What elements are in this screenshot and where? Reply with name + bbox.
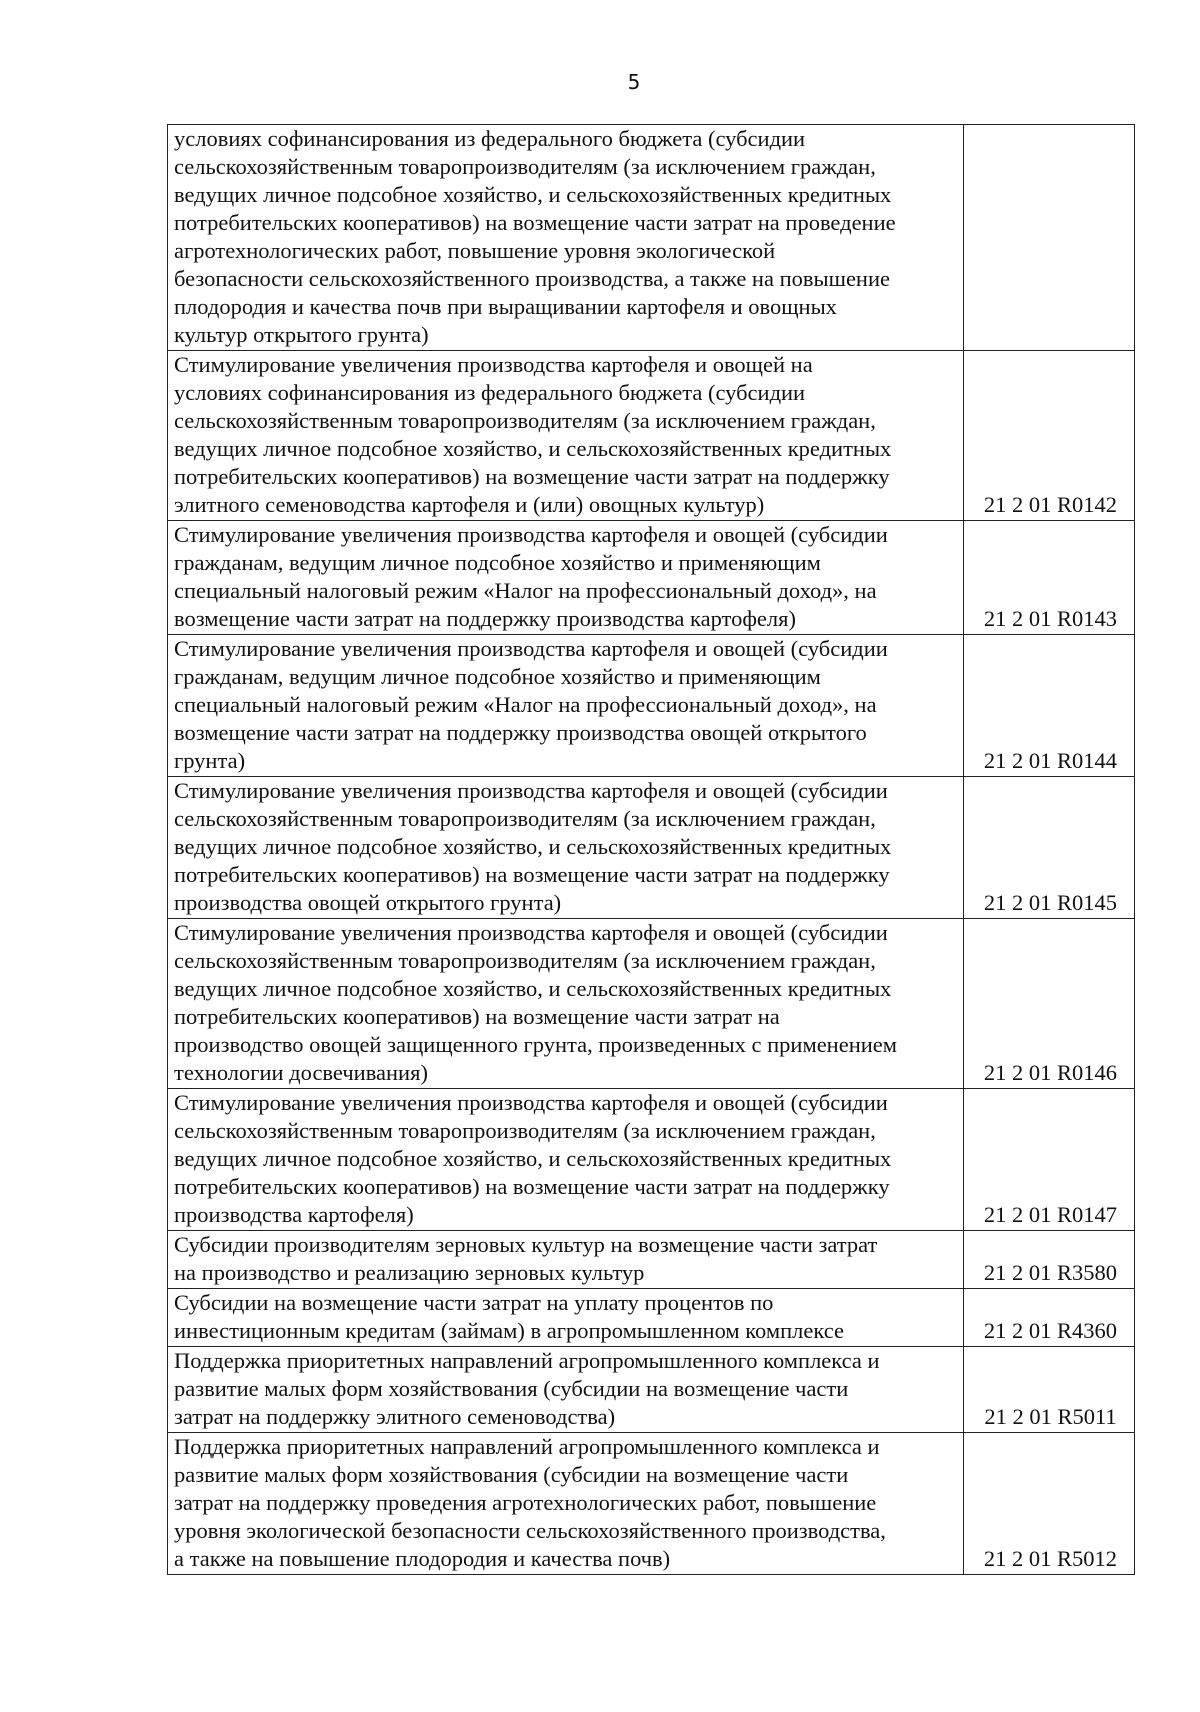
description-line: грунта) xyxy=(174,748,246,773)
description-line: сельскохозяйственным товаропроизводителям (за исключением граждан, xyxy=(174,806,876,831)
row-description xyxy=(168,1289,964,1347)
row-code xyxy=(964,125,1135,351)
description-line: культур открытого грунта) xyxy=(174,322,429,347)
description-line: потребительских кооперативов) на возмещение части затрат на поддержку xyxy=(174,464,890,489)
row-code: 21 2 01 R0142 xyxy=(964,351,1135,521)
table-row xyxy=(168,1347,1135,1433)
table-row xyxy=(168,1433,1135,1575)
description-line: потребительских кооперативов) на возмещение части затрат на поддержку xyxy=(174,862,890,887)
row-code: 21 2 01 R5011 xyxy=(964,1347,1135,1433)
row-description xyxy=(168,125,964,351)
description-line: развитие малых форм хозяйствования (субсидии на возмещение части xyxy=(174,1376,849,1401)
description-line: возмещение части затрат на поддержку производства овощей открытого xyxy=(174,720,867,745)
description-line: Стимулирование увеличения производства картофеля и овощей (субсидии xyxy=(174,522,888,547)
description-line: гражданам, ведущим личное подсобное хозяйство и применяющим xyxy=(174,664,821,689)
description-line: плодородия и качества почв при выращивании картофеля и овощных xyxy=(174,294,837,319)
description-line: потребительских кооперативов) на возмещение части затрат на xyxy=(174,1004,780,1029)
description-line: инвестиционным кредитам (займам) в агропромышленном комплексе xyxy=(174,1318,844,1343)
table-row xyxy=(168,1089,1135,1231)
description-line: Субсидии производителям зерновых культур на возмещение части затрат xyxy=(174,1232,878,1257)
description-line: возмещение части затрат на поддержку производства картофеля) xyxy=(174,606,796,631)
description-line: Стимулирование увеличения производства картофеля и овощей (субсидии xyxy=(174,778,888,803)
description-line: затрат на поддержку элитного семеноводства) xyxy=(174,1404,616,1429)
row-code: 21 2 01 R0144 xyxy=(964,635,1135,777)
row-description xyxy=(168,1433,964,1575)
row-code: 21 2 01 R0145 xyxy=(964,777,1135,919)
table-body xyxy=(168,125,1135,1575)
description-line: безопасности сельскохозяйственного производства, а также на повышение xyxy=(174,266,891,291)
row-code: 21 2 01 R4360 xyxy=(964,1289,1135,1347)
row-description xyxy=(168,1347,964,1433)
description-line: сельскохозяйственным товаропроизводителям (за исключением граждан, xyxy=(174,948,876,973)
description-line: производство овощей защищенного грунта, произведенных с применением xyxy=(174,1032,898,1057)
description-line: Стимулирование увеличения производства картофеля и овощей (субсидии xyxy=(174,1090,888,1115)
table-row xyxy=(168,777,1135,919)
description-line: технологии досвечивания) xyxy=(174,1060,428,1085)
description-line: условиях софинансирования из федерального бюджета (субсидии xyxy=(174,380,806,405)
budget-classification-table xyxy=(167,124,1135,1575)
description-line: Поддержка приоритетных направлений агропромышленного комплекса и xyxy=(174,1348,880,1373)
row-code: 21 2 01 R0147 xyxy=(964,1089,1135,1231)
table-row xyxy=(168,125,1135,351)
row-code: 21 2 01 R0146 xyxy=(964,919,1135,1089)
description-line: сельскохозяйственным товаропроизводителям (за исключением граждан, xyxy=(174,1118,876,1143)
page-number: 5 xyxy=(627,70,641,94)
row-description xyxy=(168,521,964,635)
description-line: производства овощей открытого грунта) xyxy=(174,890,562,915)
description-line: Субсидии на возмещение части затрат на уплату процентов по xyxy=(174,1290,774,1315)
row-code: 21 2 01 R3580 xyxy=(964,1231,1135,1289)
description-line: ведущих личное подсобное хозяйство, и сельскохозяйственных кредитных xyxy=(174,976,892,1001)
description-line: затрат на поддержку проведения агротехнологических работ, повышение xyxy=(174,1490,877,1515)
description-line: ведущих личное подсобное хозяйство, и сельскохозяйственных кредитных xyxy=(174,834,892,859)
description-line: условиях софинансирования из федерального бюджета (субсидии xyxy=(174,126,806,151)
table-row xyxy=(168,1289,1135,1347)
description-line: ведущих личное подсобное хозяйство, и сельскохозяйственных кредитных xyxy=(174,1146,892,1171)
description-line: гражданам, ведущим личное подсобное хозяйство и применяющим xyxy=(174,550,821,575)
row-description xyxy=(168,1231,964,1289)
description-line: ведущих личное подсобное хозяйство, и сельскохозяйственных кредитных xyxy=(174,182,892,207)
table-row xyxy=(168,351,1135,521)
row-description xyxy=(168,1089,964,1231)
row-description xyxy=(168,351,964,521)
description-line: Поддержка приоритетных направлений агропромышленного комплекса и xyxy=(174,1434,880,1459)
row-description xyxy=(168,635,964,777)
description-line: сельскохозяйственным товаропроизводителям (за исключением граждан, xyxy=(174,408,876,433)
description-line: а также на повышение плодородия и качества почв) xyxy=(174,1546,671,1571)
table-row xyxy=(168,635,1135,777)
description-line: развитие малых форм хозяйствования (субсидии на возмещение части xyxy=(174,1462,849,1487)
row-description xyxy=(168,919,964,1089)
description-line: специальный налоговый режим «Налог на профессиональный доход», на xyxy=(174,578,877,603)
description-line: уровня экологической безопасности сельскохозяйственного производства, xyxy=(174,1518,886,1543)
row-code: 21 2 01 R5012 xyxy=(964,1433,1135,1575)
description-line: потребительских кооперативов) на возмещение части затрат на поддержку xyxy=(174,1174,890,1199)
table-row xyxy=(168,1231,1135,1289)
description-line: специальный налоговый режим «Налог на профессиональный доход», на xyxy=(174,692,877,717)
table-row xyxy=(168,521,1135,635)
description-line: Стимулирование увеличения производства картофеля и овощей на xyxy=(174,352,813,377)
description-line: ведущих личное подсобное хозяйство, и сельскохозяйственных кредитных xyxy=(174,436,892,461)
description-line: агротехнологических работ, повышение уровня экологической xyxy=(174,238,776,263)
description-line: Стимулирование увеличения производства картофеля и овощей (субсидии xyxy=(174,636,888,661)
table-row xyxy=(168,919,1135,1089)
description-line: элитного семеноводства картофеля и (или) овощных культур) xyxy=(174,492,765,517)
description-line: Стимулирование увеличения производства картофеля и овощей (субсидии xyxy=(174,920,888,945)
description-line: на производство и реализацию зерновых культур xyxy=(174,1260,645,1285)
description-line: потребительских кооперативов) на возмещение части затрат на проведение xyxy=(174,210,896,235)
description-line: производства картофеля) xyxy=(174,1202,414,1227)
description-line: сельскохозяйственным товаропроизводителям (за исключением граждан, xyxy=(174,154,876,179)
row-description xyxy=(168,777,964,919)
row-code: 21 2 01 R0143 xyxy=(964,521,1135,635)
